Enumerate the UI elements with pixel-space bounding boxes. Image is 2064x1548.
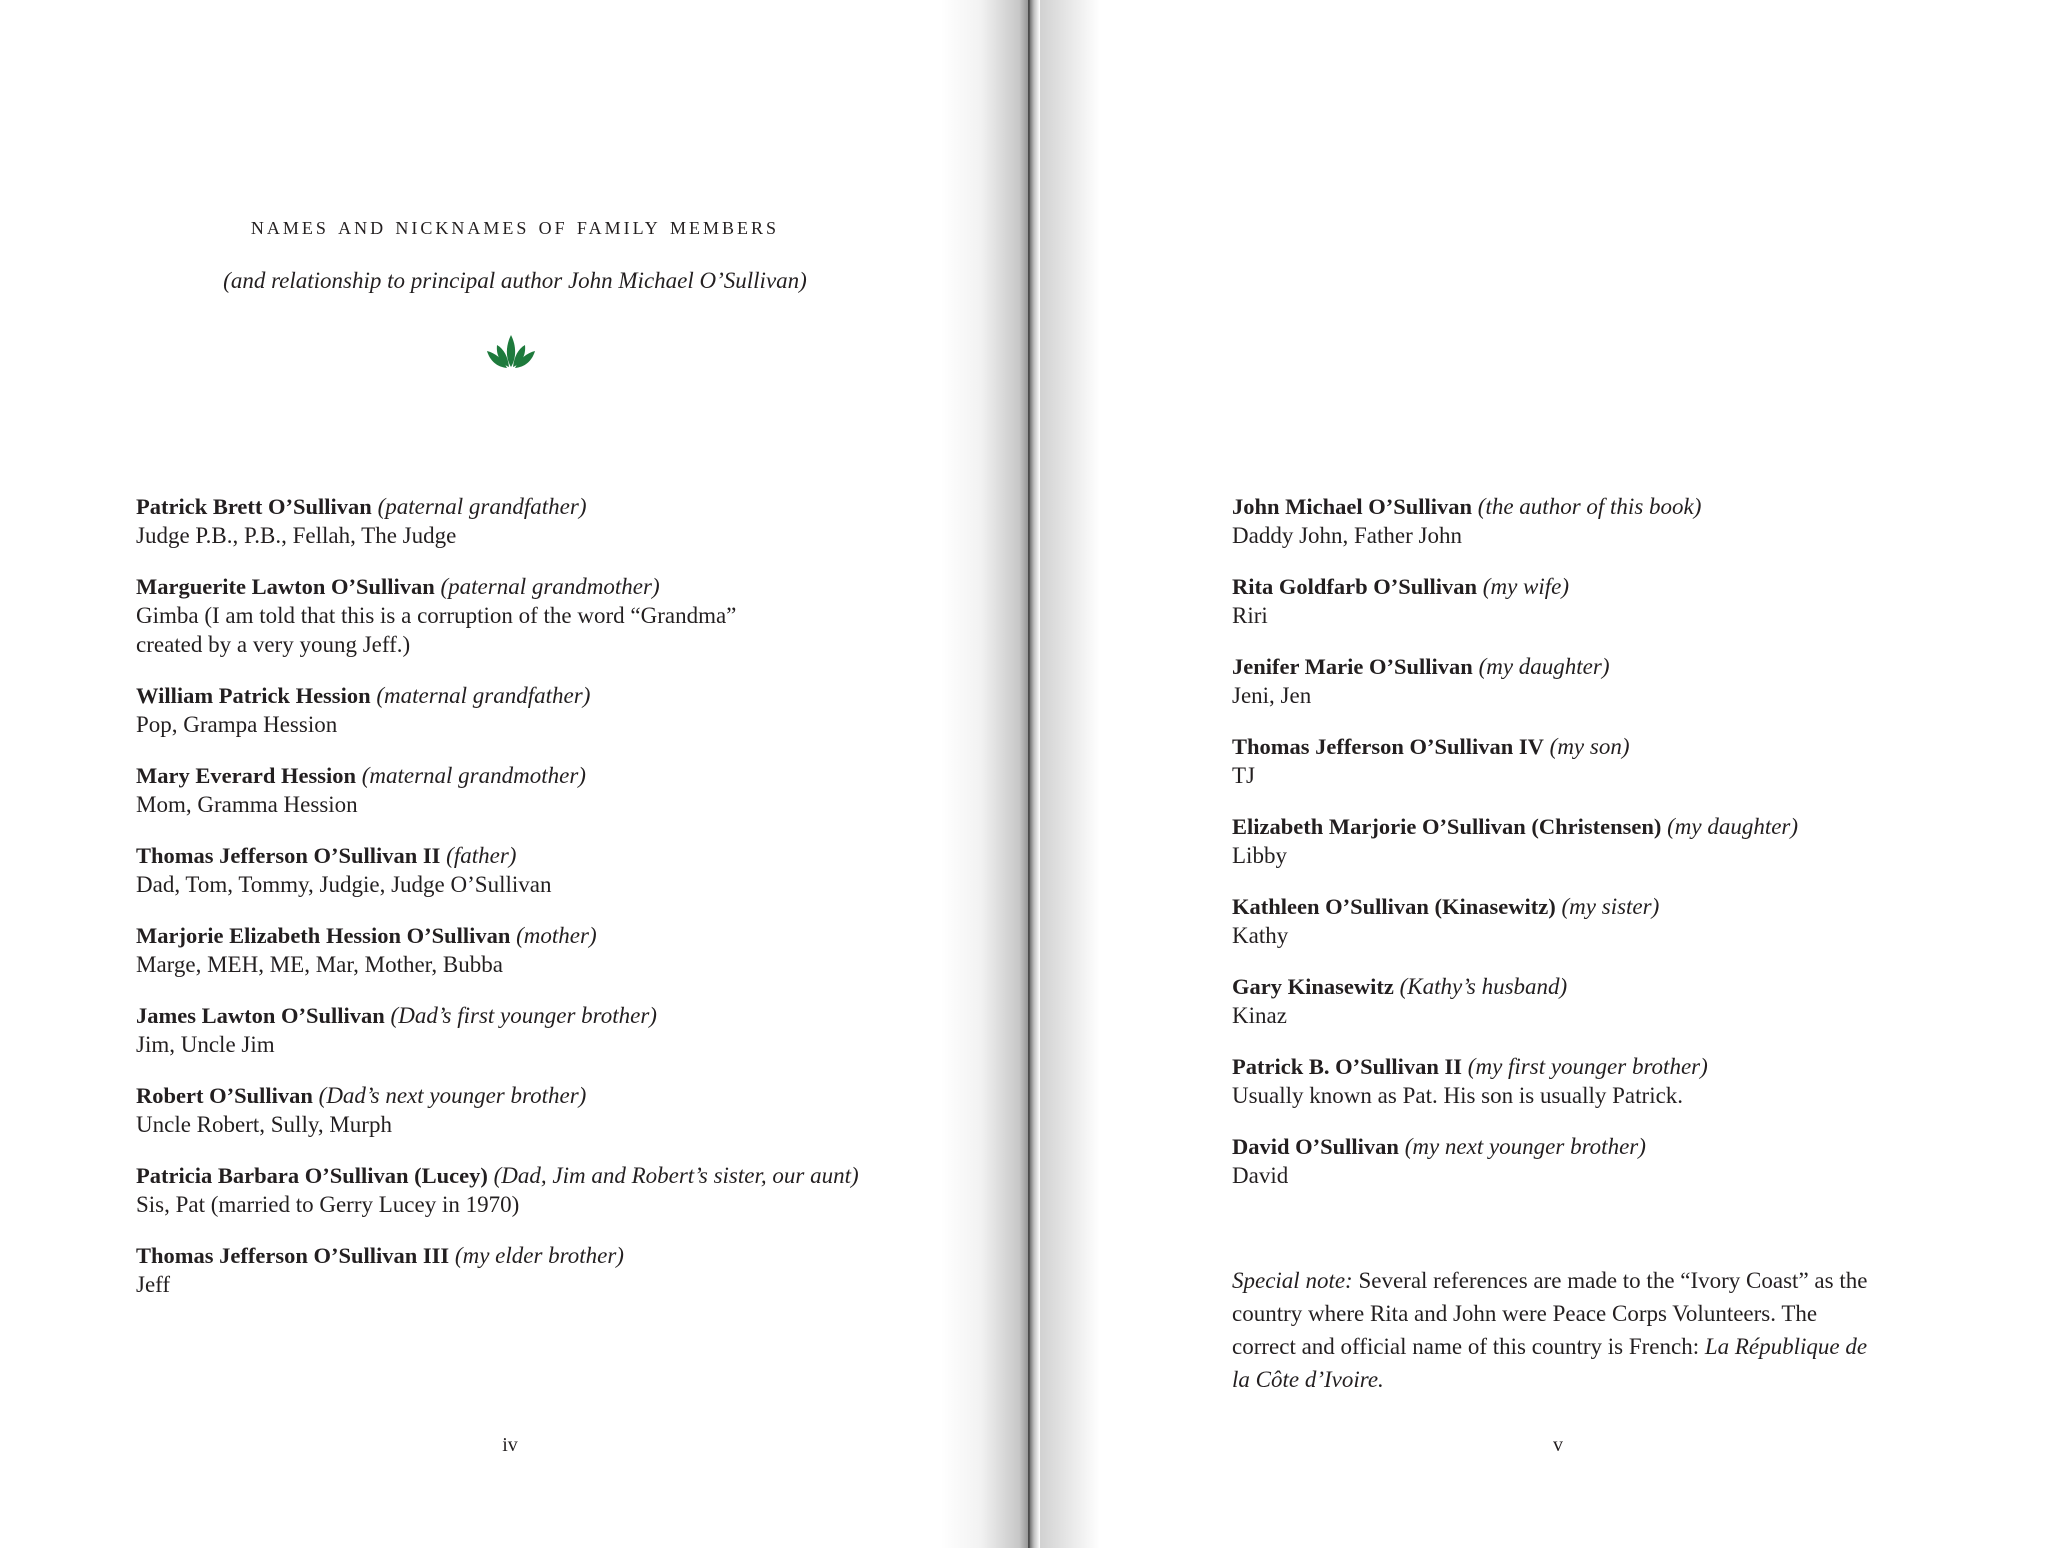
member-relationship: (maternal grandfather) bbox=[376, 683, 591, 708]
member-name: Thomas Jefferson O’Sullivan IV bbox=[1232, 734, 1544, 759]
member-relationship: (my sister) bbox=[1561, 894, 1660, 919]
list-item bbox=[1232, 972, 2012, 1030]
member-name: John Michael O’Sullivan bbox=[1232, 494, 1473, 519]
official-country-name: La République de la Côte d’Ivoire. bbox=[1232, 1334, 1868, 1392]
list-item bbox=[136, 681, 996, 739]
list-item bbox=[1232, 492, 2012, 550]
member-relationship: (my daughter) bbox=[1667, 814, 1799, 839]
member-relationship: (my elder brother) bbox=[454, 1243, 624, 1268]
member-name: Robert O’Sullivan bbox=[136, 1083, 313, 1108]
list-item bbox=[136, 921, 996, 979]
list-item bbox=[136, 1081, 996, 1139]
list-item bbox=[136, 492, 996, 550]
member-nicknames: Mom, Gramma Hession bbox=[136, 792, 358, 817]
member-name: David O’Sullivan bbox=[1232, 1134, 1399, 1159]
list-item bbox=[1232, 572, 2012, 630]
member-name: Marjorie Elizabeth Hession O’Sullivan bbox=[136, 923, 511, 948]
member-nicknames: Jeni, Jen bbox=[1232, 683, 1312, 708]
member-relationship: (my wife) bbox=[1482, 574, 1570, 599]
member-nicknames: TJ bbox=[1232, 763, 1255, 788]
member-relationship: (the author of this book) bbox=[1477, 494, 1702, 519]
special-note-text: Several references are made to the “Ivory Coast” as the country where Rita and John were Peace Corps Volunteers. The correct and official name of this country is French: bbox=[1232, 1268, 1868, 1359]
member-relationship: (mother) bbox=[516, 923, 597, 948]
list-item bbox=[136, 1001, 996, 1059]
member-nicknames: David bbox=[1232, 1163, 1289, 1188]
family-list-right bbox=[1232, 492, 2012, 1212]
member-relationship: (my daughter) bbox=[1478, 654, 1610, 679]
list-item bbox=[1232, 652, 2012, 710]
list-item bbox=[136, 1241, 996, 1299]
member-relationship: (Dad, Jim and Robert’s sister, our aunt) bbox=[493, 1163, 859, 1188]
member-name: Rita Goldfarb O’Sullivan bbox=[1232, 574, 1478, 599]
member-nicknames: Judge P.B., P.B., Fellah, The Judge bbox=[136, 523, 457, 548]
member-name: Kathleen O’Sullivan (Kinasewitz) bbox=[1232, 894, 1556, 919]
member-relationship: (Kathy’s husband) bbox=[1399, 974, 1568, 999]
list-item bbox=[136, 1161, 996, 1219]
member-name: William Patrick Hession bbox=[136, 683, 371, 708]
member-nicknames-cont: created by a very young Jeff.) bbox=[136, 632, 411, 657]
member-relationship: (father) bbox=[446, 843, 517, 868]
member-relationship: (Dad’s first younger brother) bbox=[390, 1003, 657, 1028]
list-item bbox=[136, 761, 996, 819]
member-name: James Lawton O’Sullivan bbox=[136, 1003, 385, 1028]
member-nicknames: Sis, Pat (married to Gerry Lucey in 1970) bbox=[136, 1192, 520, 1217]
family-list-left bbox=[136, 492, 996, 1321]
member-relationship: (paternal grandfather) bbox=[377, 494, 587, 519]
member-nicknames: Marge, MEH, ME, Mar, Mother, Bubba bbox=[136, 952, 503, 977]
member-name: Patrick Brett O’Sullivan bbox=[136, 494, 372, 519]
member-nicknames: Riri bbox=[1232, 603, 1268, 628]
member-name: Jenifer Marie O’Sullivan bbox=[1232, 654, 1473, 679]
member-relationship: (maternal grandmother) bbox=[361, 763, 586, 788]
list-item bbox=[1232, 1052, 2012, 1110]
member-name: Thomas Jefferson O’Sullivan II bbox=[136, 843, 441, 868]
member-nicknames: Usually known as Pat. His son is usually Patrick. bbox=[1232, 1083, 1684, 1108]
member-name: Elizabeth Marjorie O’Sullivan (Christensen) bbox=[1232, 814, 1662, 839]
member-nicknames: Pop, Grampa Hession bbox=[136, 712, 338, 737]
member-relationship: (Dad’s next younger brother) bbox=[318, 1083, 587, 1108]
page-number-right: v bbox=[1553, 1434, 1563, 1456]
member-nicknames: Kathy bbox=[1232, 923, 1289, 948]
page-subtitle: (and relationship to principal author John Michael O’Sullivan) bbox=[223, 268, 807, 293]
list-item bbox=[1232, 892, 2012, 950]
member-nicknames: Dad, Tom, Tommy, Judgie, Judge O’Sullivan bbox=[136, 872, 552, 897]
member-nicknames: Uncle Robert, Sully, Murph bbox=[136, 1112, 392, 1137]
special-note bbox=[1232, 1264, 1872, 1396]
list-item bbox=[136, 841, 996, 899]
page-number-left: iv bbox=[502, 1434, 518, 1456]
member-name: Thomas Jefferson O’Sullivan III bbox=[136, 1243, 450, 1268]
page-title: names and nicknames of family members bbox=[250, 213, 780, 240]
member-relationship: (paternal grandmother) bbox=[440, 574, 660, 599]
member-nicknames: Jim, Uncle Jim bbox=[136, 1032, 275, 1057]
member-nicknames: Kinaz bbox=[1232, 1003, 1287, 1028]
member-relationship: (my first younger brother) bbox=[1467, 1054, 1708, 1079]
member-name: Marguerite Lawton O’Sullivan bbox=[136, 574, 435, 599]
special-note-label: Special note: bbox=[1232, 1268, 1353, 1293]
member-nicknames: Libby bbox=[1232, 843, 1287, 868]
list-item bbox=[1232, 812, 2012, 870]
member-nicknames: Gimba (I am told that this is a corruption of the word “Grandma” bbox=[136, 603, 737, 628]
lotus-ornament-icon bbox=[485, 333, 537, 369]
member-name: Patricia Barbara O’Sullivan (Lucey) bbox=[136, 1163, 488, 1188]
member-name: Mary Everard Hession bbox=[136, 763, 356, 788]
member-relationship: (my son) bbox=[1549, 734, 1630, 759]
member-relationship: (my next younger brother) bbox=[1404, 1134, 1646, 1159]
member-nicknames: Daddy John, Father John bbox=[1232, 523, 1462, 548]
list-item bbox=[1232, 732, 2012, 790]
member-name: Patrick B. O’Sullivan II bbox=[1232, 1054, 1463, 1079]
list-item bbox=[1232, 1132, 2012, 1190]
member-name: Gary Kinasewitz bbox=[1232, 974, 1394, 999]
list-item bbox=[136, 572, 996, 659]
member-nicknames: Jeff bbox=[136, 1272, 171, 1297]
